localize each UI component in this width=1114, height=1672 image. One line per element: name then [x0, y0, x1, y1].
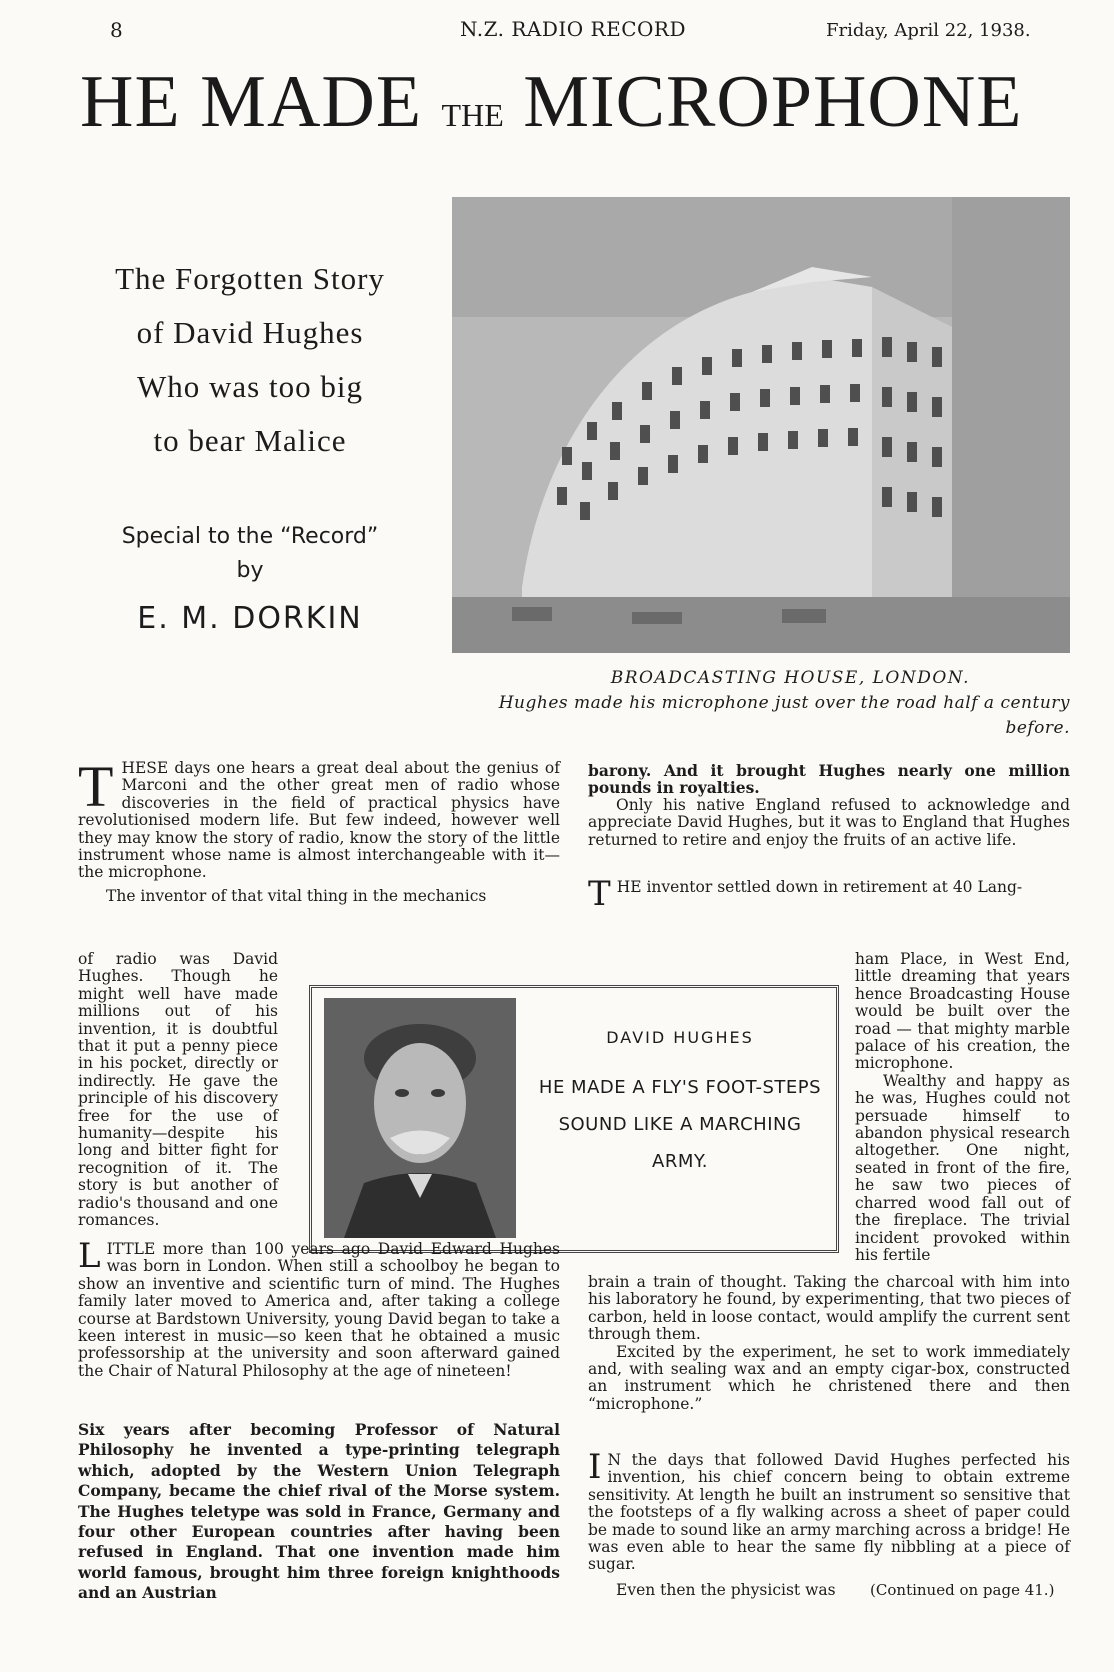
portrait-illustration — [324, 998, 516, 1238]
paragraph-9-text: N the days that followed David Hughes perfected his invention, his chief concern being to obtain extreme sensitivity. At length he built an instrument so sensitive that the footsteps of a fly walking across a sheet of paper could be made to sound like an army marching across a bridge! He was even able to hear the same fly nibbling at a piece of sugar. — [588, 1451, 1070, 1574]
drop-cap: I — [588, 1447, 602, 1487]
paragraph-10-text: Even then the physicist was — [616, 1580, 836, 1599]
paragraph-2-wrap: of radio was David Hughes. Though he might well have made millions out of his invention, it is doubtful that it put a penny piece in his pocket, directly or indirectly. He gave the principle of his discovery free for the use of humanity—despite his long and bitter fight for recognition of it. The story is but another of radio's thousand and one romances. — [78, 950, 278, 1230]
subtitle-line: Who was too big — [137, 369, 363, 404]
paragraph-7-continued: brain a train of thought. Taking the charcoal with him into his laboratory he found, by experimenting, that two pieces of carbon, held in loose contact, would amplify the current sent through them. — [588, 1273, 1070, 1344]
paragraph-3 — [78, 1236, 560, 1380]
subtitle-line: of David Hughes — [136, 315, 364, 350]
paragraph-1-text: HESE days one hears a great deal about the genius of Marconi and the other great men of radio whose discoveries in the field of practical physics have revolutionised modern life. But few indeed, however well they may know the story of radio, know the story of the little instrument whose name is almost interchangeable with it—the microphone. — [78, 759, 560, 882]
byline-by: by — [236, 558, 264, 583]
paragraph-8: Excited by the experiment, he set to work immediately and, with sealing wax and an empty cigar-box, constructed an instrument which he christened there and then “microphone.” — [588, 1342, 1070, 1413]
paragraph-4-continued: barony. And it brought Hughes nearly one million pounds in royalties. — [588, 761, 1070, 798]
paragraph-5: Only his native England refused to acknowledge and appreciate David Hughes, but it was to England that Hughes returned to retire and enjoy the fruits of an active life. — [588, 795, 1070, 849]
building-illustration — [452, 197, 1070, 653]
portrait-name: DAVID HUGHES — [606, 1028, 754, 1047]
paragraph-7: Wealthy and happy as he was, Hughes could not persuade himself to abandon physical research altogether. One night, seated in front of the fire, he saw two pieces of charred wood fall out of the fireplace. The trivial incident provoked within his fertile — [855, 1071, 1070, 1264]
continued-note: (Continued on page 41.) — [870, 1580, 1055, 1599]
photo-caption — [430, 666, 1070, 741]
headline-part-2: THE — [441, 97, 504, 133]
caption-text: Hughes made his microphone just over the road half a century before. — [498, 693, 1070, 738]
drop-cap: T — [588, 874, 611, 915]
headline — [80, 62, 1070, 142]
portrait-quote: HE MADE A FLY'S FOOT-STEPS SOUND LIKE A MARCHING ARMY. — [538, 1077, 822, 1172]
issue-date: Friday, April 22, 1938. — [826, 20, 1031, 41]
byline — [70, 520, 430, 636]
drop-cap: L — [78, 1236, 101, 1276]
headline-part-1: HE MADE — [80, 61, 423, 143]
paragraph-3-text: ITTLE more than 100 years ago David Edward Hughes was born in London. When still a schoolboy he began to show an inventive and scientific turn of mind. The Hughes family later moved to America and, after taking a college course at Bardstown University, young David began to take a keen interest in music—so keen that he obtained a music professorship at the university and soon afterward gained the Chair of Natural Philosophy at the age of nineteen! — [78, 1240, 560, 1380]
subtitle — [70, 252, 430, 468]
david-hughes-portrait — [324, 998, 516, 1238]
caption-title: BROADCASTING HOUSE, LONDON. — [610, 668, 970, 688]
subtitle-line: The Forgotten Story — [115, 261, 385, 296]
broadcasting-house-photo — [452, 197, 1070, 653]
byline-special: Special to the “Record” — [121, 524, 379, 549]
drop-cap: T — [78, 754, 114, 819]
subtitle-line: to bear Malice — [153, 423, 347, 458]
paragraph-4-bold: Six years after becoming Professor of Natural Philosophy he invented a type-printing telegraph which, adopted by the Western Union Telegraph Company, became the chief rival of the Morse system. The Hughes teletype was sold in France, Germany and four other European countries after having been refused in England. That one invention made him world famous, brought him three foreign knighthoods and an Austrian — [78, 1420, 560, 1603]
article-right-lower — [588, 1274, 1070, 1413]
paragraph-6-lead — [588, 874, 1070, 915]
publication-title: N.Z. RADIO RECORD — [460, 17, 686, 41]
byline-author: E. M. DORKIN — [137, 601, 363, 636]
article-right-bottom — [588, 1447, 1070, 1599]
paragraph-1 — [78, 754, 560, 882]
paragraph-2-lead: The inventor of that vital thing in the mechanics — [106, 886, 487, 905]
narrow-right-column — [855, 951, 1070, 1264]
portrait-box-text — [530, 1028, 830, 1180]
paragraph-9 — [588, 1447, 1070, 1574]
paragraph-6-lead-text: HE inventor settled down in retirement at 40 Lang- — [616, 878, 1023, 897]
paragraph-6-wrap: ham Place, in West End, little dreaming that years hence Broadcasting House would be built over the road — that mighty marble palace of his creation, the microphone. — [855, 950, 1070, 1073]
paragraph-10 — [588, 1582, 1070, 1599]
article-intro — [78, 754, 560, 905]
headline-part-3: MICROPHONE — [523, 61, 1023, 143]
article-right-top — [588, 761, 1070, 915]
portrait-box — [309, 985, 839, 1253]
page-number: 8 — [110, 18, 123, 42]
